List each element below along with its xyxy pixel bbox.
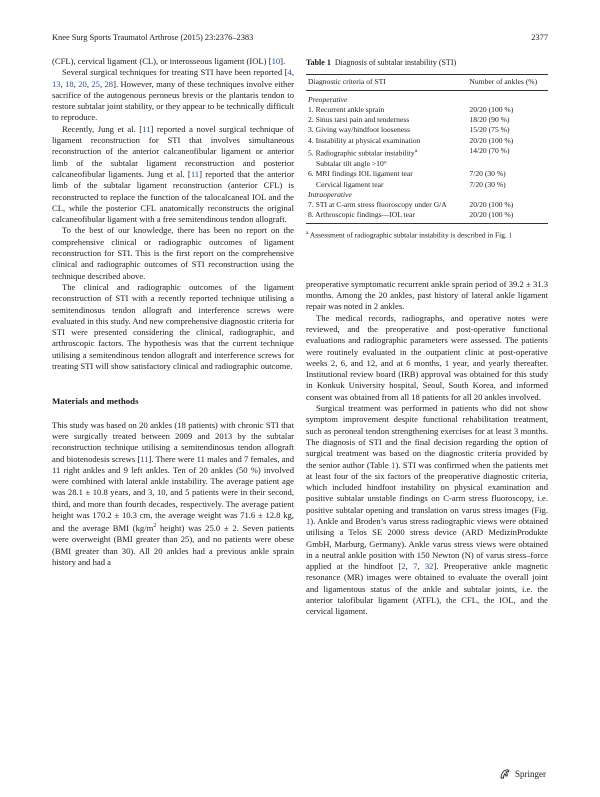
citation-link[interactable]: 11 — [142, 123, 151, 134]
table-header-row — [306, 75, 548, 90]
paragraph: preoperative symptomatic recurrent ankle sprain period of 39.2 ± 31.3 months. Among the 20 ankles, past history of lateral ankle ligament repair was noted in 2 ankles. — [306, 278, 548, 312]
table-link[interactable]: 1 — [391, 459, 396, 470]
springer-horse-icon — [499, 768, 511, 780]
citation-link[interactable]: 7 — [413, 561, 418, 572]
citation-link[interactable]: 10 — [271, 56, 281, 66]
table-row: 3. Giving way/hindfoot looseness 15/20 (75 %) — [308, 125, 510, 135]
paragraph: This study was based on 20 ankles (18 patients) with chronic STI that were surgically treated between 2009 and 2013 by the subtalar reconstruction technique utilising a semitendinosus tendon allograft and biotenodesis screws [11]. There were 11 males and 7 females, and 11 right ankles and 9 left ankles. Ten of 20 ankles (50 %) involved were combined with lateral ankle instability. The average patient age was 28.1 ± 10.8 years, and 3, 10, and 5 patients were in their second, third, and more than fourth decades, respectively. The average patient height was 170.2 ± 10.3 cm, the average weight was 71.6 ± 12.8 kg, and the average BMI ($kg/m^2$ height) was 25.0 ± 2. Seven patients were overweight (BMI greater than 25), and no patients were obese (BMI greater than 30). All 20 ankles had a previous ankle sprain history and had a — [52, 419, 294, 568]
table-row: 2. Sinus tarsi pain and tenderness 18/20 (90 %) — [308, 115, 510, 125]
citation-link[interactable]: 28 — [104, 78, 114, 89]
citation-link[interactable]: 32 — [424, 561, 434, 572]
table-row: 5. Radiographic subtalar instability$^a$ 14/20 (70 %) — [308, 146, 510, 158]
figure-link[interactable]: 1 — [508, 230, 513, 240]
table-row: 8. Arthroscopic findings—IOL tear 20/20 (100 %) — [306, 210, 548, 223]
citation-link[interactable]: 2 — [401, 561, 406, 572]
column-header: Number of ankles (%) — [469, 75, 548, 90]
paragraph: To the best of our knowledge, there has been no report on the comprehensive clinical or radiographic outcomes of ligament reconstruction for STI. This is the first report on the comprehensive clinical and radiographic outcomes of STI reconstruction using the technique described above. — [52, 225, 294, 281]
paragraph: The medical records, radiographs, and operative notes were reviewed, and the preoperative and post-operative functional evaluations and radiographic parameters were assessed. The patients were routinely evaluated in the outpatient clinic at post-operative weeks 2, 6, and 12, and at 6 months, 1 year, and yearly thereafter. Institutional review board (IRB) approval was obtained for this study in Konkuk University hospital, Seoul, South Korea, and informed consent was obtained from all 18 patients for all 20 ankles involved. — [306, 312, 548, 402]
left-column — [52, 56, 294, 568]
table-footnote: $^a$ Assessment of radiographic subtalar instability is described in Fig. 1 — [306, 229, 513, 240]
table-row: 7. STI at C-arm stress fluoroscopy under G/A 20/20 (100 %) — [308, 200, 514, 210]
running-header — [52, 33, 548, 45]
journal-citation: Knee Surg Sports Traumatol Arthrose (2015) 23:2376–2383 — [52, 33, 254, 42]
citation-link[interactable]: 25 — [91, 78, 100, 89]
table-row: 4. Instability at physical examination 20/20 (100 %) — [308, 135, 514, 145]
paragraph: (CFL), cervical ligament (CL), or interosseous ligament (IOL) [10]. — [52, 56, 286, 66]
citation-link[interactable]: 11 — [190, 168, 200, 179]
publisher-name: Springer — [515, 769, 546, 779]
paragraph: Surgical treatment was performed in patients who did not show symptom improvement despite functional rehabilitation treatment, such as peroneal tendon strengthening exercises for at least 3 months. The diagnosis of STI and the final decision regarding the option of surgical treatment was based on the diagnostic criteria provided by the senior author (Table 1). STI was confirmed when the patients met at least four of the six factors of the preoperative diagnostic criteria, which included hindfoot instability on physical examination and positive subtalar unstable findings on C-arm stress fluoroscopy, i.e. positive subtalar opening and translation on varus stress images (Fig. 1). Ankle and Broden’s varus stress radiographic views were obtained utilising a Telos SE 2000 stress device (ARD MedizinProdukte GmbH, Marburg, Germany). Ankle varus stress views were obtained in a neutral ankle position with 150 Newton (N) of varus stress–force applied at the hindfoot [2, 7, 32]. Preoperative ankle magnetic resonance (MR) images were obtained to evaluate the overall joint and ligamentous status of the ankle and subtalar joints, i.e. the anterior talofibular ligament (ATFL), the CFL, the IOL, and the cervical ligament. — [306, 403, 549, 617]
diagnosis-table — [306, 74, 548, 223]
paragraph: Recently, Jung et al. [11] reported a novel surgical technique of ligament reconstruction for STI that involves simultaneous reconstruction of the anterior calcaneofibular ligament or anterior limb of the subtalar ligament reconstruction and posterior calcaneofibular ligaments. Jung et al. [11] reported that the anterior limb of the subtalar ligament reconstruction (anterior CFL) is reconstructed to replace the function of the talocalcaneal IOL and the CL, while the posterior CFL anatomically reconstructs the original calcaneofibular ligament with a free semitendinous tendon allograft. — [52, 123, 294, 225]
paragraph: Several surgical techniques for treating STI have been reported [4, 13, 18, 20, 25, 28]. However, many of these techniques involve either sacrifice of the autogenous peroneus brevis or the plantaris tendon to restore subtalar joint stability, or they appear to be technically difficult to reproduce. — [52, 67, 295, 123]
table-row: Cervical ligament tear 7/20 (30 %) — [316, 179, 506, 189]
table-caption: Table 1 Diagnosis of subtalar instability (STI) — [306, 58, 457, 67]
citation-link[interactable]: 18 — [65, 78, 74, 89]
paragraph: The clinical and radiographic outcomes of the ligament reconstruction of STI with a recently reported technique utilising a semitendinosus tendon allograft and interference screws were evaluated in this study. And new comprehensive diagnostic criteria for STI were presented considering the clinical, radiographic, and arthroscopic factors. The hypothesis was that the current technique utilising a semitendinous tendon allograft and interference screws for treating STI will show satisfactory clinical and radiographic outcome. — [52, 281, 294, 372]
right-column — [306, 57, 548, 618]
citation-link[interactable]: 20 — [78, 78, 87, 89]
table-row: 6. MRI findings IOL ligament tear 7/20 (30 %) — [308, 169, 506, 179]
citation-link[interactable]: 11 — [140, 453, 149, 464]
citation-link[interactable]: 13 — [52, 78, 61, 89]
section-heading: Materials and methods — [52, 396, 139, 407]
table-group-row: Intraoperative — [308, 189, 352, 199]
table-group-row: Preoperative — [308, 94, 348, 104]
publisher-logo — [499, 768, 546, 780]
page-number: 2377 — [531, 33, 548, 42]
table-row: 1. Recurrent ankle sprain 20/20 (100 %) — [308, 104, 514, 114]
figure-link[interactable]: 1 — [306, 515, 311, 526]
citation-link[interactable]: 4 — [287, 67, 292, 78]
column-header: Diagnostic criteria of STI — [306, 75, 469, 90]
table-row: Subtalar tilt angle >10° — [316, 158, 387, 168]
